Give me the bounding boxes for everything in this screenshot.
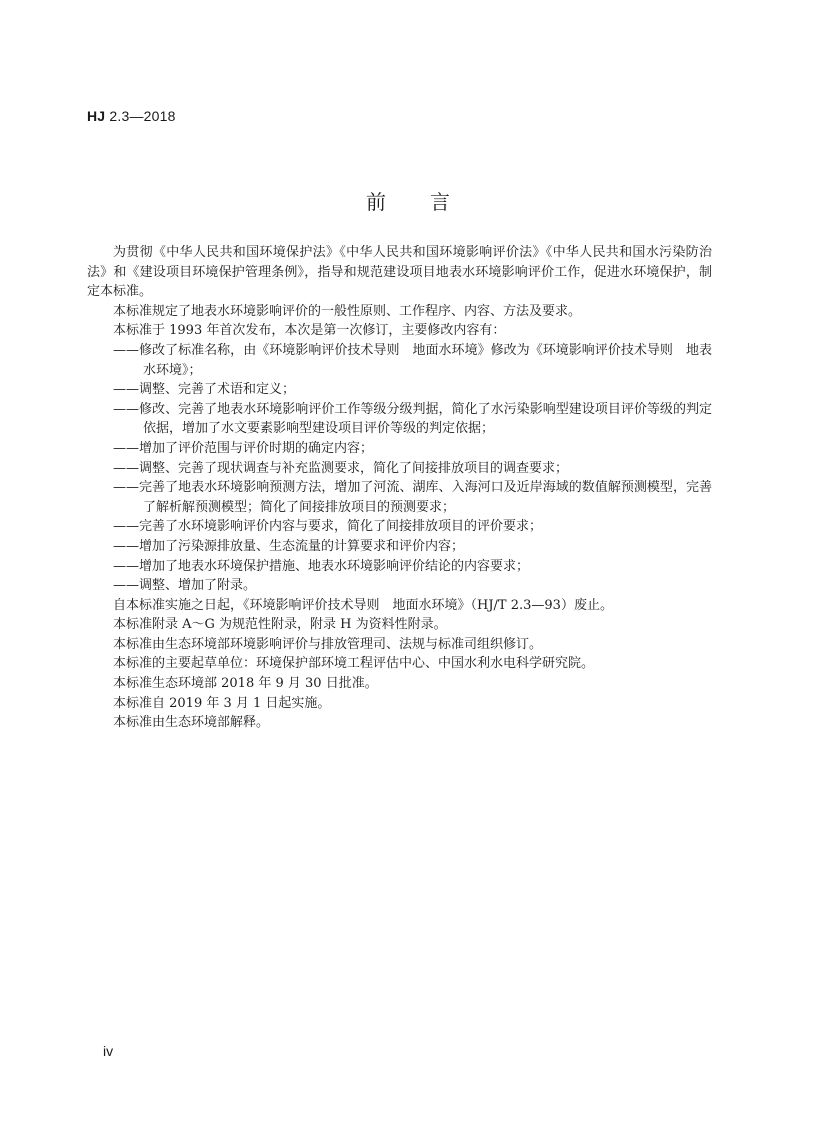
change-item: ——完善了地表水环境影响预测方法，增加了河流、湖库、入海河口及近岸海域的数值解预测模型，完善了解析解预测模型；简化了间接排放项目的预测要求； (113, 480, 712, 515)
standard-number: 2.3—2018 (109, 108, 176, 124)
change-item: ——调整、完善了现状调查与补充监测要求，简化了间接排放项目的调查要求； (113, 460, 569, 476)
page-number: iv (103, 1043, 114, 1059)
note-paragraph: 本标准由生态环境部环境影响评价与排放管理司、法规与标准司组织修订。 (113, 636, 543, 652)
note-paragraph: 本标准由生态环境部解释。 (113, 715, 270, 731)
scope-paragraph: 本标准规定了地表水环境影响评价的一般性原则、工作程序、内容、方法及要求。 (113, 303, 582, 319)
note-paragraph: 本标准生态环境部 2018 年 9 月 30 日批准。 (113, 676, 378, 692)
change-item: ——增加了评价范围与评价时期的确定内容； (113, 440, 374, 456)
foreword-body (87, 243, 712, 733)
change-item: ——调整、完善了术语和定义； (113, 382, 296, 398)
note-paragraph: 本标准自 2019 年 3 月 1 日起实施。 (113, 695, 331, 711)
intro-paragraph: 为贯彻《中华人民共和国环境保护法》《中华人民共和国环境影响评价法》《中华人民共和国水污染防治法》和《建设项目环境保护管理条例》，指导和规范建设项目地表水环境影响评价工作，促进水环境保护，制定本标准。 (87, 245, 712, 300)
change-item: ——增加了污染源排放量、生态流量的计算要求和评价内容； (113, 538, 465, 554)
change-item: ——调整、增加了附录。 (113, 578, 257, 594)
standard-code: HJ (87, 108, 106, 124)
change-item: ——修改、完善了地表水环境影响评价工作等级分级判据，简化了水污染影响型建设项目评价等级的判定依据，增加了水文要素影响型建设项目评价等级的判定依据； (113, 401, 712, 437)
note-paragraph: 本标准附录 A～G 为规范性附录，附录 H 为资料性附录。 (113, 617, 447, 633)
revision-intro-paragraph: 本标准于 1993 年首次发布，本次是第一次修订，主要修改内容有： (113, 323, 506, 339)
change-item: ——增加了地表水环境保护措施、地表水环境影响评价结论的内容要求； (113, 558, 530, 574)
change-item: ——完善了水环境影响评价内容与要求，简化了间接排放项目的评价要求； (113, 519, 543, 535)
change-item: ——修改了标准名称，由《环境影响评价技术导则 地面水环境》修改为《环境影响评价技术导则 地表水环境》； (113, 342, 712, 378)
note-paragraph: 本标准的主要起草单位：环境保护部环境工程评估中心、中国水利水电科学研究院。 (113, 656, 595, 672)
note-paragraph: 自本标准实施之日起，《环境影响评价技术导则 地面水环境》（HJ/T 2.3—93）废止。 (113, 597, 613, 613)
page-title: 前言 (366, 190, 494, 214)
standard-identifier (87, 108, 176, 124)
